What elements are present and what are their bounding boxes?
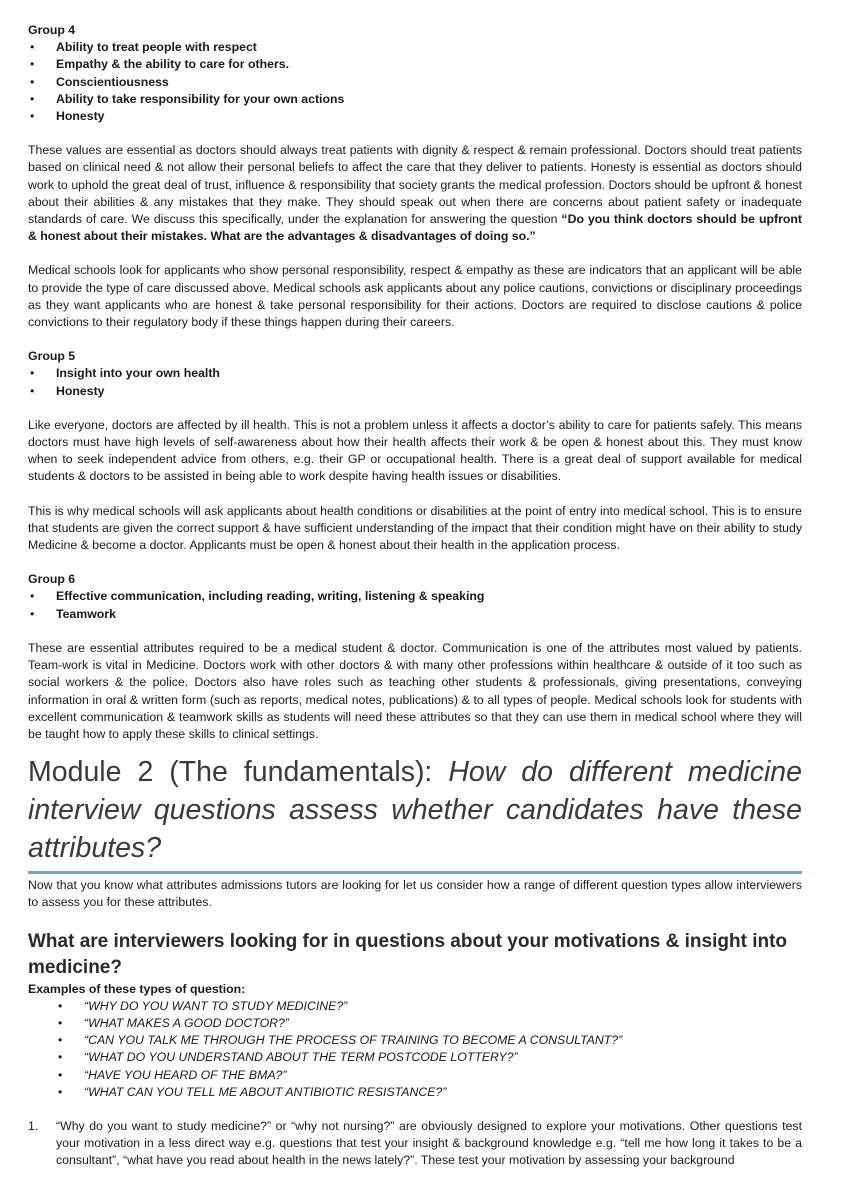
quoted-question: “Do you think doctors should be upfront & honest about their mistakes. What are the advantages & disadvantages of doing so.” bbox=[28, 212, 802, 244]
group-5-paragraph-2: This is why medical schools will ask applicants about health conditions or disabilities at the point of entry into medical school. This is to ensure that students are given the correct support & have sufficient understanding of the impact that their condition might have on their ability to study Medicine & become a doctor. Applicants must be open & honest about their health in the application process. bbox=[28, 503, 802, 553]
list-item bbox=[28, 1118, 802, 1170]
module-2-heading-italic: How do different medicine interview questions assess whether candidates have these attributes? bbox=[28, 756, 802, 865]
paragraph-text: These values are essential as doctors should always treat patients with dignity & respect & remain professional. Doctors should treat patients based on clinical need & not allow their personal beliefs to affect the care that they deliver to patients. Honesty is essential as doctors should work to uphold the great deal of trust, influence & responsibility that society grants the medical profession. Doctors should be upfront & honest about their abilities & any mistakes that they make. They should speak out when there are concerns about patient safety or inadequate standards of care. We discuss this specifically, under the explanation for answering the question bbox=[28, 143, 802, 227]
numbered-list bbox=[28, 1118, 802, 1170]
list-item: • Honesty bbox=[28, 108, 802, 125]
list-item: • Conscientiousness bbox=[28, 74, 802, 91]
list-item: • Effective communication, including reading, writing, listening & speaking bbox=[28, 588, 802, 605]
section-heading: What are interviewers looking for in questions about your motivations & insight into medicine? bbox=[28, 930, 788, 978]
group-6-bullet-list bbox=[28, 588, 802, 622]
list-item: • Ability to take responsibility for your own actions bbox=[28, 91, 802, 108]
heading-divider bbox=[28, 871, 802, 874]
list-item: • Ability to treat people with respect bbox=[28, 39, 802, 56]
module-2-heading-plain: Module 2 (The fundamentals): bbox=[28, 756, 449, 789]
list-item: • “WHAT MAKES A GOOD DOCTOR?” bbox=[58, 1015, 802, 1032]
group-6-paragraph-1: These are essential attributes required to be a medical student & doctor. Communication is one of the attributes most valued by patients. Team-work is vital in Medicine. Doctors work with other doctors & with many other professions within healthcare & outside of it too such as social workers & the police. Doctors also have roles such as teaching other students & professionals, giving presentations, conveying information in oral & written form (such as reports, medical notes, publications) & to all types of people. Medical schools look for students with excellent communication & teamwork skills as students will need these attributes so that they can use them in medical school where they will be taught how to apply these skills to clinical settings. bbox=[28, 640, 802, 741]
module-2-heading bbox=[28, 753, 802, 867]
list-item: • Insight into your own health bbox=[28, 365, 802, 382]
example-questions-list bbox=[28, 998, 802, 1101]
list-item: • “WHY DO YOU WANT TO STUDY MEDICINE?” bbox=[58, 998, 802, 1015]
group-5-title: Group 5 bbox=[28, 349, 76, 364]
group-4-title: Group 4 bbox=[28, 23, 76, 37]
list-item: • Empathy & the ability to care for others. bbox=[28, 56, 802, 73]
group-4-bullet-list bbox=[28, 39, 802, 125]
list-item: • “WHAT CAN YOU TELL ME ABOUT ANTIBIOTIC RESISTANCE?” bbox=[58, 1084, 802, 1101]
group-5-bullet-list bbox=[28, 365, 802, 399]
group-4-paragraph-1 bbox=[28, 142, 802, 245]
list-item: • Teamwork bbox=[28, 606, 802, 623]
list-item-text: “Why do you want to study medicine?” or “why not nursing?” are obviously designed to explore your motivations. Other questions test your motivation in a less direct way e.g. questions that test your insight & background knowledge e.g. “tell me how long it takes to be a consultant”, “what have you read about health in the news lately?”. These test your motivation by assessing your background bbox=[56, 1118, 802, 1168]
group-6-title: Group 6 bbox=[28, 572, 76, 587]
group-4-paragraph-2: Medical schools look for applicants who show personal responsibility, respect & empathy as these are indicators that an applicant will be able to provide the type of care discussed above. Medical schools ask applicants about any police cautions, convictions or disciplinary proceedings as they want applicants who are honest & take personal responsibility for their actions. Doctors are required to disclose cautions & police convictions to their regulatory body if these things happen during their careers. bbox=[28, 263, 802, 330]
list-item: • “WHAT DO YOU UNDERSTAND ABOUT THE TERM POSTCODE LOTTERY?” bbox=[58, 1049, 802, 1066]
list-item: • “HAVE YOU HEARD OF THE BMA?” bbox=[58, 1067, 802, 1084]
examples-label: Examples of these types of question: bbox=[28, 981, 246, 996]
list-item: • Honesty bbox=[28, 383, 802, 400]
list-item: • “CAN YOU TALK ME THROUGH THE PROCESS OF TRAINING TO BECOME A CONSULTANT?” bbox=[58, 1032, 802, 1049]
module-2-intro: Now that you know what attributes admissions tutors are looking for let us consider how a range of different question types allow interviewers to assess you for these attributes. bbox=[28, 878, 802, 910]
group-5-paragraph-1: Like everyone, doctors are affected by ill health. This is not a problem unless it affects a doctor’s ability to care for patients safely. This means doctors must have high levels of self-awareness about how their health affects their work & be open & honest about this. They must know when to seek independent advice from others, e.g. their GP or occupational health. There is a great deal of support available for medical students & doctors to be assisted in being able to work despite having health issues or disabilities. bbox=[28, 417, 802, 484]
list-number: 1. bbox=[28, 1118, 39, 1133]
